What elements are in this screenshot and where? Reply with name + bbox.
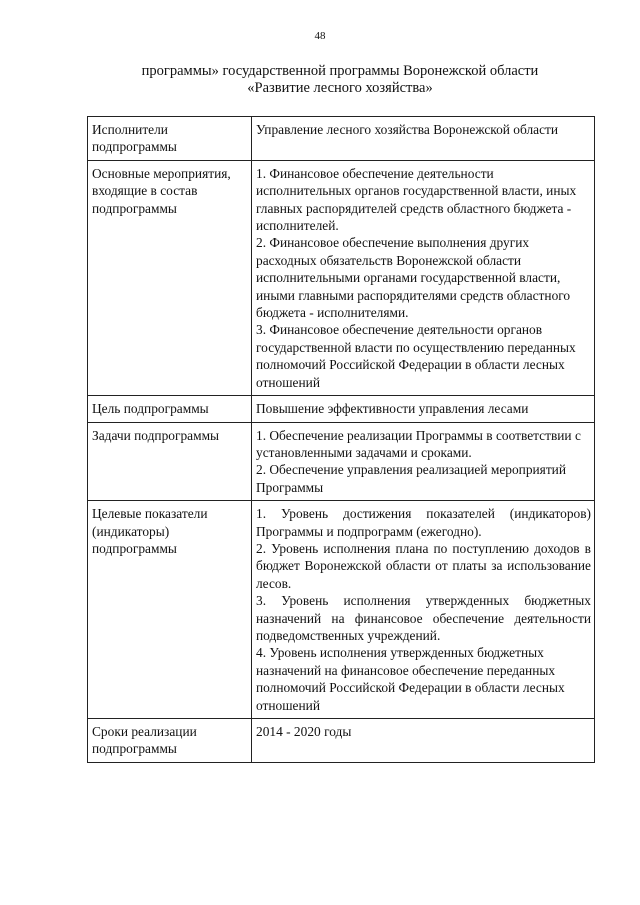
table-row-goal: [88, 396, 595, 422]
table-row-tasks: [88, 422, 595, 501]
value-item: 3. Уровень исполнения утвержденных бюджетных назначений на финансовое обеспечение деятельности подведомственных учреждений.: [256, 593, 591, 643]
value-item: Повышение эффективности управления лесами: [256, 401, 529, 417]
row-label: Целевые показатели (индикаторы) подпрограммы: [88, 501, 252, 719]
row-value: [252, 422, 595, 501]
row-value: [252, 117, 595, 161]
row-value: [252, 160, 595, 395]
value-item: 2014 - 2020 годы: [256, 724, 352, 739]
row-value: [252, 719, 595, 763]
value-item: Управление лесного хозяйства Воронежской области: [256, 122, 559, 137]
row-label: Исполнители подпрограммы: [88, 117, 252, 161]
value-item: 1. Обеспечение реализации Программы в соответствии с установленными задачами и сроками.: [256, 427, 581, 460]
header-line-2: «Развитие лесного хозяйства»: [247, 80, 433, 96]
row-value: [252, 501, 595, 719]
value-item: 4. Уровень исполнения утвержденных бюджетных назначений на финансовое обеспечение переданных полномочий Российской Федерации в области лесных отношений: [256, 645, 565, 713]
value-item: 2. Обеспечение управления реализацией мероприятий Программы: [256, 462, 567, 495]
row-label: Основные мероприятия, входящие в состав подпрограммы: [88, 160, 252, 395]
value-item: 3. Финансовое обеспечение деятельности органов государственной власти по осуществлению переданных полномочий Российской Федерации в области лесных отношений: [256, 322, 576, 390]
value-item: 1. Уровень достижения показателей (индикаторов) Программы и подпрограмм (ежегодно).: [256, 506, 591, 539]
row-label: Цель подпрограммы: [88, 396, 252, 422]
subprogram-passport-table: [87, 116, 595, 763]
value-item: 1. Финансовое обеспечение деятельности исполнительных органов государственной власти, иных главных распорядителей средств областного бюджета - исполнителей.: [256, 165, 577, 234]
row-label: Сроки реализации подпрограммы: [88, 719, 252, 763]
row-value: [252, 396, 595, 422]
table-row-main-activities: [88, 160, 595, 395]
document-header: [70, 63, 610, 97]
header-line-1: программы» государственной программы Воронежской области: [141, 63, 539, 79]
row-label: Задачи подпрограммы: [88, 422, 252, 501]
value-item: 2. Уровень исполнения плана по поступлению доходов в бюджет Воронежской области от платы за использование лесов.: [256, 540, 591, 591]
page-number: 48: [314, 30, 326, 42]
value-item: 2. Финансовое обеспечение выполнения других расходных обязательств Воронежской области исполнительными органами государственной власти, иными главными распорядителями средств областного бюджета - исполнителями.: [256, 235, 571, 321]
table-row-executors: [88, 117, 595, 161]
table-row-timeframe: [88, 719, 595, 763]
table-row-indicators: [88, 501, 595, 719]
